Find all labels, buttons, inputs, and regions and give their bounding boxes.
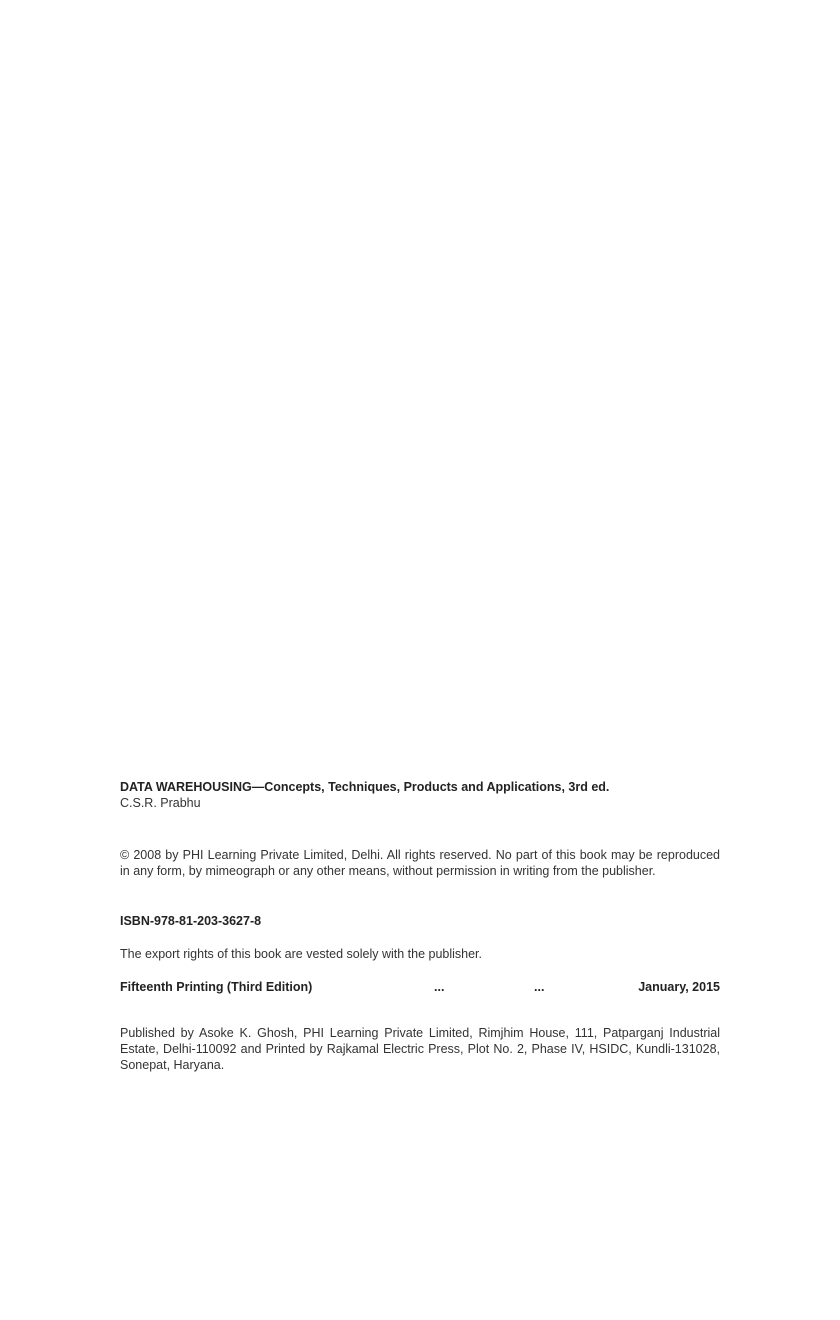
export-rights: The export rights of this book are vested solely with the publisher. [120, 947, 482, 961]
isbn: ISBN-978-81-203-3627-8 [120, 914, 262, 928]
printing-date: January, 2015 [638, 980, 720, 994]
printing-separator: ... [434, 980, 445, 994]
printing-line [120, 979, 720, 995]
publisher-info: Published by Asoke K. Ghosh, PHI Learning Private Limited, Rimjhim House, 111, Patparganj Industrial Estate, Delhi-110092 and Printed by Rajkamal Electric Press, Plot No. 2, Phase IV, HSIDC, Kundli-131028, Sonepat, Haryana. [120, 1026, 720, 1072]
printing-edition: Fifteenth Printing (Third Edition) [120, 980, 313, 994]
book-title: DATA WAREHOUSING—Concepts, Techniques, Products and Applications, 3rd ed. [120, 780, 610, 794]
printing-separator: ... [534, 980, 545, 994]
book-author: C.S.R. Prabhu [120, 796, 201, 810]
copyright-notice: © 2008 by PHI Learning Private Limited, Delhi. All rights reserved. No part of this book may be reproduced in any form, by mimeograph or any other means, without permission in writing from the publisher. [120, 848, 720, 878]
